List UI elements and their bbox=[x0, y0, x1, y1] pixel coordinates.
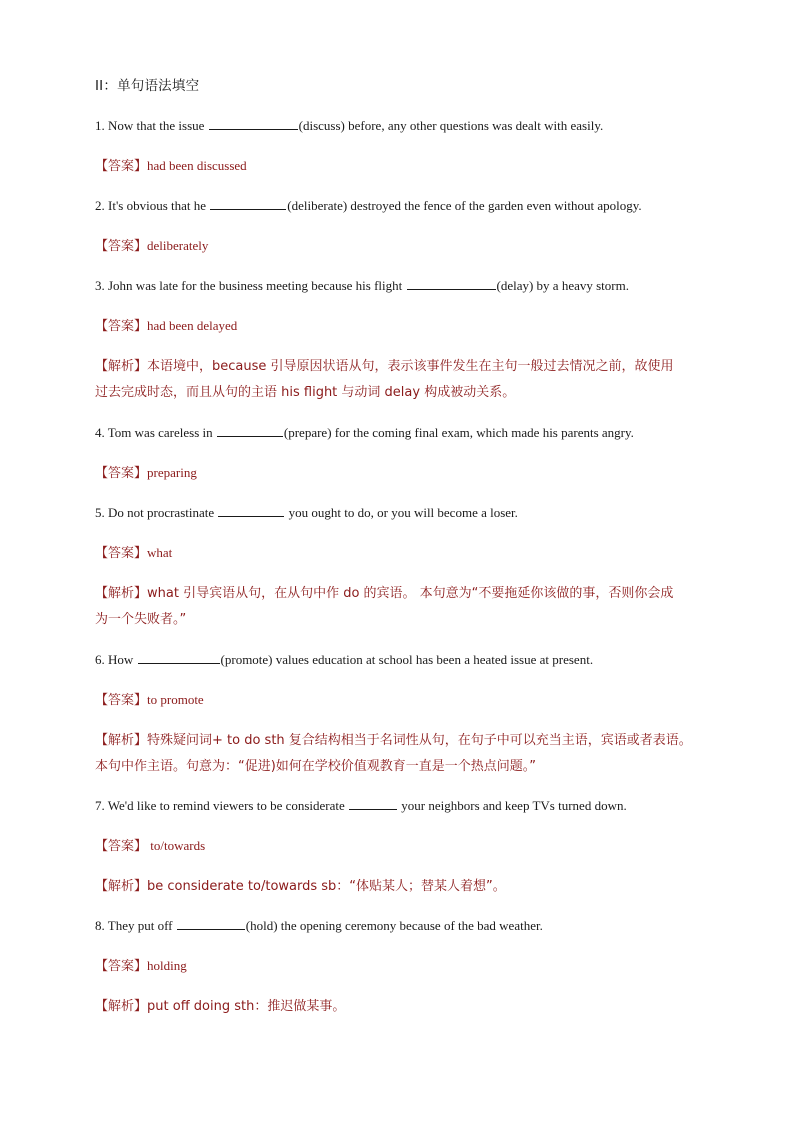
analysis-tag: 【解析】 bbox=[95, 999, 148, 1014]
analysis-5-text-1: what 引导宾语从句，在从句中作 do 的宾语。 本句意为“不要拖延你该做的事，否则你会成 bbox=[147, 586, 674, 601]
question-6-text-before: 6. How bbox=[95, 652, 137, 667]
question-6-text-after: (promote) values education at school has been a heated issue at present. bbox=[220, 652, 594, 667]
answer-1-text: had been discussed bbox=[147, 158, 247, 173]
question-7-text-before: 7. We'd like to remind viewers to be considerate bbox=[95, 798, 349, 813]
analysis-5-line-1 bbox=[95, 583, 673, 604]
question-3-blank bbox=[407, 276, 496, 290]
analysis-3-line-2: 过去完成时态，而且从句的主语 his flight 与动词 delay 构成被动关系。 bbox=[95, 385, 516, 400]
question-8-text-before: 8. They put off bbox=[95, 918, 176, 933]
answer-5 bbox=[95, 543, 172, 564]
question-3-text-after: (delay) by a heavy storm. bbox=[496, 278, 629, 293]
analysis-5-line-2: 为一个失败者。” bbox=[95, 612, 187, 627]
answer-tag: 【答案】 bbox=[95, 693, 148, 708]
question-4 bbox=[95, 423, 634, 443]
question-7 bbox=[95, 796, 627, 816]
answer-tag: 【答案】 bbox=[95, 239, 148, 254]
analysis-tag: 【解析】 bbox=[95, 879, 148, 894]
question-1-blank bbox=[209, 116, 298, 130]
answer-4-text: preparing bbox=[147, 465, 197, 480]
question-4-text-after: (prepare) for the coming final exam, which made his parents angry. bbox=[283, 425, 634, 440]
answer-5-text: what bbox=[147, 545, 173, 560]
answer-7-text: to/towards bbox=[147, 838, 206, 853]
question-5-text-after: you ought to do, or you will become a loser. bbox=[285, 505, 518, 520]
analysis-6-text-1: 特殊疑问词+ to do sth 复合结构相当于名词性从句，在句子中可以充当主语，宾语或者表语。 bbox=[147, 733, 692, 748]
analysis-6-line-2: 本句中作主语。句意为：“促进)如何在学校价值观教育一直是一个热点问题。” bbox=[95, 759, 537, 774]
question-2 bbox=[95, 196, 642, 216]
question-2-blank bbox=[210, 196, 286, 210]
question-1-text-after: (discuss) before, any other questions was dealt with easily. bbox=[298, 118, 604, 133]
question-4-text-before: 4. Tom was careless in bbox=[95, 425, 216, 440]
question-8-blank bbox=[177, 916, 245, 930]
question-2-text-before: 2. It's obvious that he bbox=[95, 198, 210, 213]
answer-3 bbox=[95, 316, 237, 337]
answer-tag: 【答案】 bbox=[95, 466, 148, 481]
answer-3-text: had been delayed bbox=[147, 318, 238, 333]
answer-7 bbox=[95, 836, 205, 857]
analysis-6-line-1 bbox=[95, 730, 692, 751]
question-1 bbox=[95, 116, 603, 136]
section-title: II：单句语法填空 bbox=[95, 78, 200, 94]
answer-tag: 【答案】 bbox=[95, 959, 148, 974]
answer-4 bbox=[95, 463, 197, 484]
analysis-tag: 【解析】 bbox=[95, 733, 148, 748]
answer-2 bbox=[95, 236, 208, 257]
question-4-blank bbox=[217, 423, 283, 437]
question-6-blank bbox=[138, 650, 220, 664]
analysis-7-text-1: be considerate to/towards sb：“体贴某人；替某人着想”。 bbox=[147, 879, 506, 894]
answer-tag: 【答案】 bbox=[95, 319, 148, 334]
question-7-blank bbox=[349, 796, 397, 810]
question-8-text-after: (hold) the opening ceremony because of the bad weather. bbox=[245, 918, 543, 933]
answer-8 bbox=[95, 956, 187, 977]
answer-1 bbox=[95, 156, 247, 177]
question-7-text-after: your neighbors and keep TVs turned down. bbox=[398, 798, 627, 813]
analysis-3-text-1: 本语境中，because 引导原因状语从句，表示该事件发生在主句一般过去情况之前，故使用 bbox=[147, 359, 674, 374]
question-2-text-after: (deliberate) destroyed the fence of the garden even without apology. bbox=[287, 198, 642, 213]
question-5-text-before: 5. Do not procrastinate bbox=[95, 505, 218, 520]
answer-tag: 【答案】 bbox=[95, 546, 148, 561]
answer-tag: 【答案】 bbox=[95, 839, 148, 854]
analysis-tag: 【解析】 bbox=[95, 586, 148, 601]
answer-2-text: deliberately bbox=[147, 238, 209, 253]
analysis-8-text-1: put off doing sth：推迟做某事。 bbox=[147, 999, 346, 1014]
question-5 bbox=[95, 503, 518, 523]
question-5-blank bbox=[218, 503, 284, 517]
question-8 bbox=[95, 916, 543, 936]
answer-8-text: holding bbox=[147, 958, 187, 973]
answer-tag: 【答案】 bbox=[95, 159, 148, 174]
question-1-text-before: 1. Now that the issue bbox=[95, 118, 208, 133]
question-3-text-before: 3. John was late for the business meeting because his flight bbox=[95, 278, 406, 293]
analysis-7-line-1 bbox=[95, 876, 506, 897]
answer-6-text: to promote bbox=[147, 692, 204, 707]
question-6 bbox=[95, 650, 593, 670]
analysis-tag: 【解析】 bbox=[95, 359, 148, 374]
answer-6 bbox=[95, 690, 204, 711]
question-3 bbox=[95, 276, 629, 296]
analysis-3-line-1 bbox=[95, 356, 674, 377]
analysis-8-line-1 bbox=[95, 996, 345, 1017]
